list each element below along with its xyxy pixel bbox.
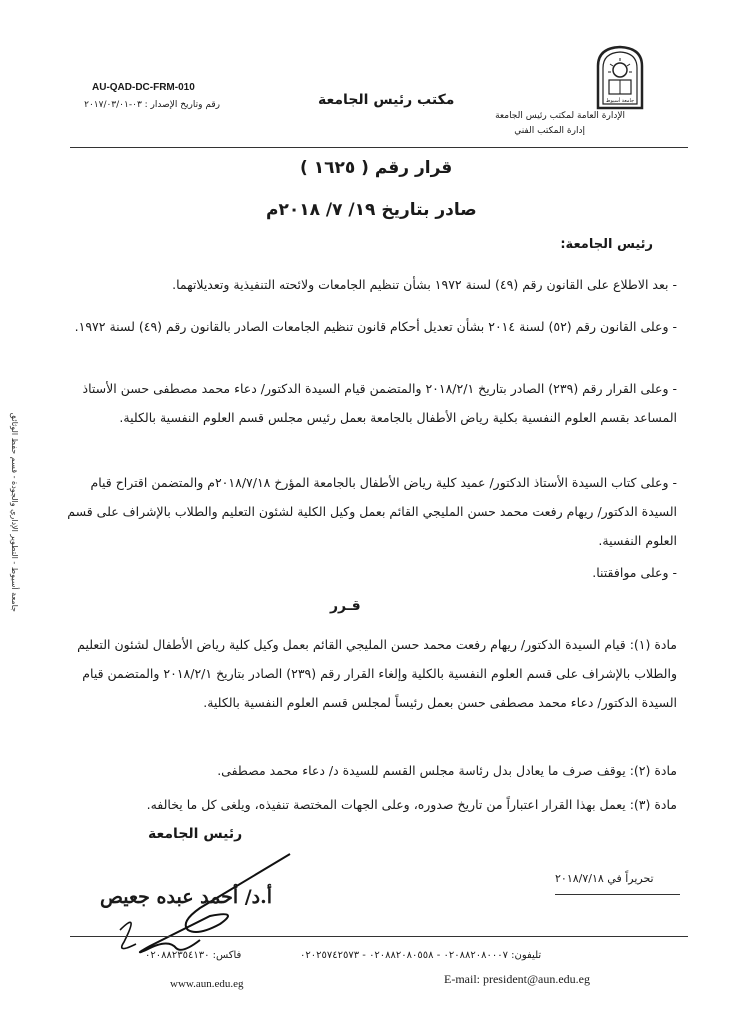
- paragraph-3: - وعلى القرار رقم (٢٣٩) الصادر بتاريخ ٢٠١٨/٢/١ والمتضمن قيام السيدة الدكتور/ دعاء محمد مصطفى حسن الأستاذ المساعد بقسم العلوم النفسية بكلية رياض الأطفال بالجامعة بعمل رئيس مجلس قسم العلوم النفسية بالكلية.: [82, 381, 677, 425]
- logo-caption: جامعة أسيوط: [605, 98, 635, 104]
- article-3: مادة (٣): يعمل بهذا القرار اعتباراً من تاريخ صدوره، وعلى الجهات المختصة تنفيذه، ويلغى كل ما يخالفه.: [146, 797, 677, 812]
- paragraph-text: وعلى كتاب السيدة الأستاذ الدكتور/ عميد كلية رياض الأطفال بالجامعة المؤرخ ٢٠١٨/٧/١٨م والمتضمن اقتراح قيام السيدة الدكتور/ ريهام رفعت محمد حسن المليجي القائم بعمل وكيل الكلية لشئون التعليم والطلاب بالإشراف على قسم العلوم النفسية.: [67, 475, 677, 548]
- university-logo: [592, 44, 648, 110]
- paragraph-text: وعلى موافقتنا.: [592, 565, 669, 580]
- side-note: جامعة أسيوط - التطوير الإداري والجودة - قسم حفظ الوثائق: [10, 412, 19, 612]
- email: E-mail: president@aun.edu.eg: [444, 972, 591, 986]
- issue-info: رقم وتاريخ الإصدار : ٠٣-٢٠١٧/٠٣/٠١: [84, 100, 220, 110]
- date-underline: [555, 894, 680, 895]
- article-2: مادة (٢): يوقف صرف ما يعادل بدل رئاسة مجلس القسم للسيدة د/ دعاء محمد مصطفى.: [217, 763, 677, 778]
- fax-number: فاكس: ٠٢٠٨٨٢٣٥٤١٣٠: [145, 950, 242, 961]
- office-title: مكتب رئيس الجامعة: [318, 92, 455, 108]
- paragraph-2: - وعلى القانون رقم (٥٢) لسنة ٢٠١٤ بشأن تعديل أحكام قانون تنظيم الجامعات الصادر بالقانون رقم (٤٩) لسنة ١٩٧٢.: [74, 319, 677, 334]
- signature-title: رئيس الجامعة: [148, 826, 243, 842]
- phone-numbers: تليفون: ٠٢٠٨٨٢٠٨٠٠٠٧ - ٠٢٠٨٨٢٠٨٠٥٥٨ - ٠٢٠٢٥٧٤٢٥٧٣: [300, 950, 542, 961]
- decision-number: قرار رقم ( ١٦٢٥ ): [300, 158, 453, 178]
- admin-line-2: إدارة المكتب الفني: [514, 126, 585, 136]
- paragraph-5: - وعلى موافقتنا.: [592, 565, 677, 580]
- form-code: AU-QAD-DC-FRM-010: [92, 82, 195, 93]
- article-1: مادة (١): قيام السيدة الدكتور/ ريهام رفعت محمد حسن المليجي القائم بعمل وكيل كلية رياض الأطفال لشئون التعليم والطلاب بالإشراف على قسم العلوم النفسية بالكلية وإلغاء القرار رقم (٢٣٩) الصادر بتاريخ ٢٠١٨/٢/١ والمتضمن قيام السيدة الدكتور/ دعاء محمد مصطفى حسن بعمل رئيساً لمجلس قسم العلوم النفسية بالكلية.: [77, 637, 677, 710]
- issued-date: صادر بتاريخ ١٩/ ٧/ ٢٠١٨م: [266, 200, 477, 220]
- footer-rule: [70, 936, 688, 937]
- paragraph-text: وعلى القرار رقم (٢٣٩) الصادر بتاريخ ٢٠١٨/٢/١ والمتضمن قيام السيدة الدكتور/ دعاء محمد مصطفى حسن الأستاذ المساعد بقسم العلوم النفسية بكلية رياض الأطفال بالجامعة بعمل رئيس مجلس قسم العلوم النفسية بالكلية.: [82, 381, 677, 425]
- paragraph-1: - بعد الاطلاع على القانون رقم (٤٩) لسنة ١٩٧٢ بشأن تنظيم الجامعات ولائحته التنفيذية وتعديلاتهما.: [172, 277, 677, 292]
- admin-line-1: الإدارة العامة لمكتب رئيس الجامعة: [495, 111, 625, 121]
- signer-name: أ.د/ أحمد عبده جعيص: [100, 886, 273, 908]
- addressee: رئيس الجامعة:: [560, 237, 653, 252]
- written-date: تحريراً في ٢٠١٨/٧/١٨: [555, 872, 654, 885]
- website: www.aun.edu.eg: [170, 978, 244, 990]
- decided-heading: قـرر: [330, 598, 361, 614]
- header-rule: [70, 147, 688, 148]
- paragraph-4: - وعلى كتاب السيدة الأستاذ الدكتور/ عميد كلية رياض الأطفال بالجامعة المؤرخ ٢٠١٨/٧/١٨م والمتضمن اقتراح قيام السيدة الدكتور/ ريهام رفعت محمد حسن المليجي القائم بعمل وكيل الكلية لشئون التعليم والطلاب بالإشراف على قسم العلوم النفسية.: [67, 475, 677, 548]
- paragraph-text: وعلى القانون رقم (٥٢) لسنة ٢٠١٤ بشأن تعديل أحكام قانون تنظيم الجامعات الصادر بالقانون رقم (٤٩) لسنة ١٩٧٢.: [74, 319, 669, 334]
- paragraph-text: بعد الاطلاع على القانون رقم (٤٩) لسنة ١٩٧٢ بشأن تنظيم الجامعات ولائحته التنفيذية وتعديلاتهما.: [172, 277, 669, 292]
